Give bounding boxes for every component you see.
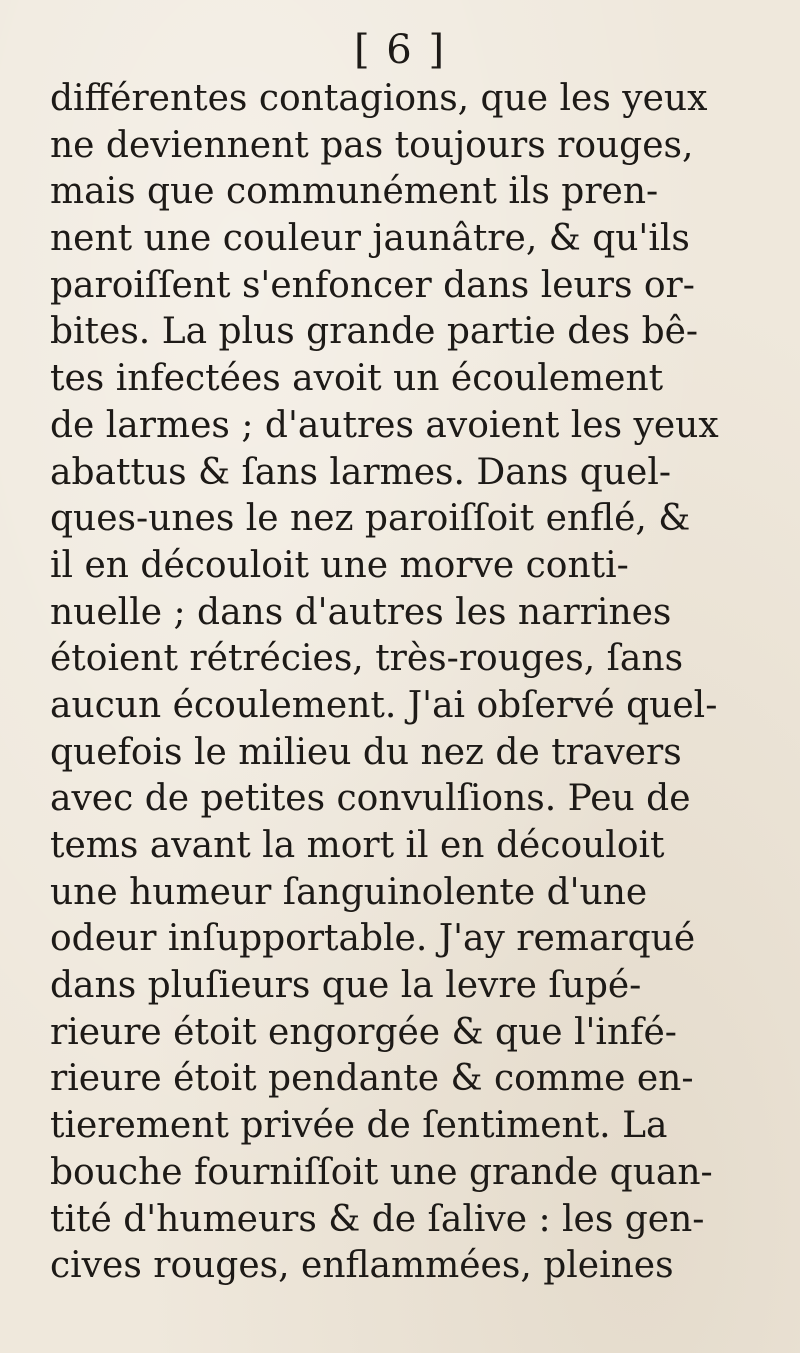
text-line: quefois le milieu du nez de travers bbox=[50, 731, 682, 773]
text-line: odeur inſupportable. J'ay remarqué bbox=[50, 918, 696, 960]
text-line: tes infectées avoit un écoulement bbox=[50, 358, 664, 400]
text-line: dans pluſieurs que la levre ſupé- bbox=[50, 965, 642, 1007]
text-line: avec de petites convulſions. Peu de bbox=[50, 778, 691, 820]
text-line: de larmes ; d'autres avoient les yeux bbox=[50, 404, 719, 446]
text-line: nuelle ; dans d'autres les narrines bbox=[50, 591, 672, 633]
text-line: aucun écoulement. J'ai obſervé quel- bbox=[50, 684, 718, 726]
text-line: tierement privée de ſentiment. La bbox=[50, 1105, 668, 1147]
text-line: tems avant la mort il en découloit bbox=[50, 825, 665, 866]
text-line: ne deviennent pas toujours rouges, bbox=[50, 124, 694, 166]
text-line: différentes contagions, que les yeux bbox=[50, 78, 708, 119]
page-number: [ 6 ] bbox=[353, 27, 447, 73]
text-line: tité d'humeurs & de ſalive : les gen- bbox=[50, 1198, 705, 1240]
text-line: nent une couleur jaunâtre, & qu'ils bbox=[50, 218, 690, 260]
text-line: étoient rétrécies, très-rouges, ſans bbox=[50, 638, 684, 680]
text-line: rieure étoit engorgée & que l'infé- bbox=[50, 1011, 677, 1053]
text-line: mais que communément ils pren- bbox=[50, 171, 659, 213]
text-line: paroiſſent s'enfoncer dans leurs or- bbox=[50, 264, 695, 306]
text-line: cives rouges, enflammées, pleines bbox=[50, 1245, 674, 1287]
text-line: ques-unes le nez paroiſſoit enflé, & bbox=[50, 498, 691, 540]
text-line: une humeur ſanguinolente d'une bbox=[50, 871, 648, 913]
body-text bbox=[50, 76, 790, 1290]
text-line: abattus & ſans larmes. Dans quel- bbox=[50, 451, 672, 493]
text-line: bouche fourniſſoit une grande quan- bbox=[50, 1151, 713, 1193]
text-line: il en découloit une morve conti- bbox=[50, 544, 629, 586]
text-line: rieure étoit pendante & comme en- bbox=[50, 1058, 694, 1100]
text-line: bites. La plus grande partie des bê- bbox=[50, 311, 699, 353]
